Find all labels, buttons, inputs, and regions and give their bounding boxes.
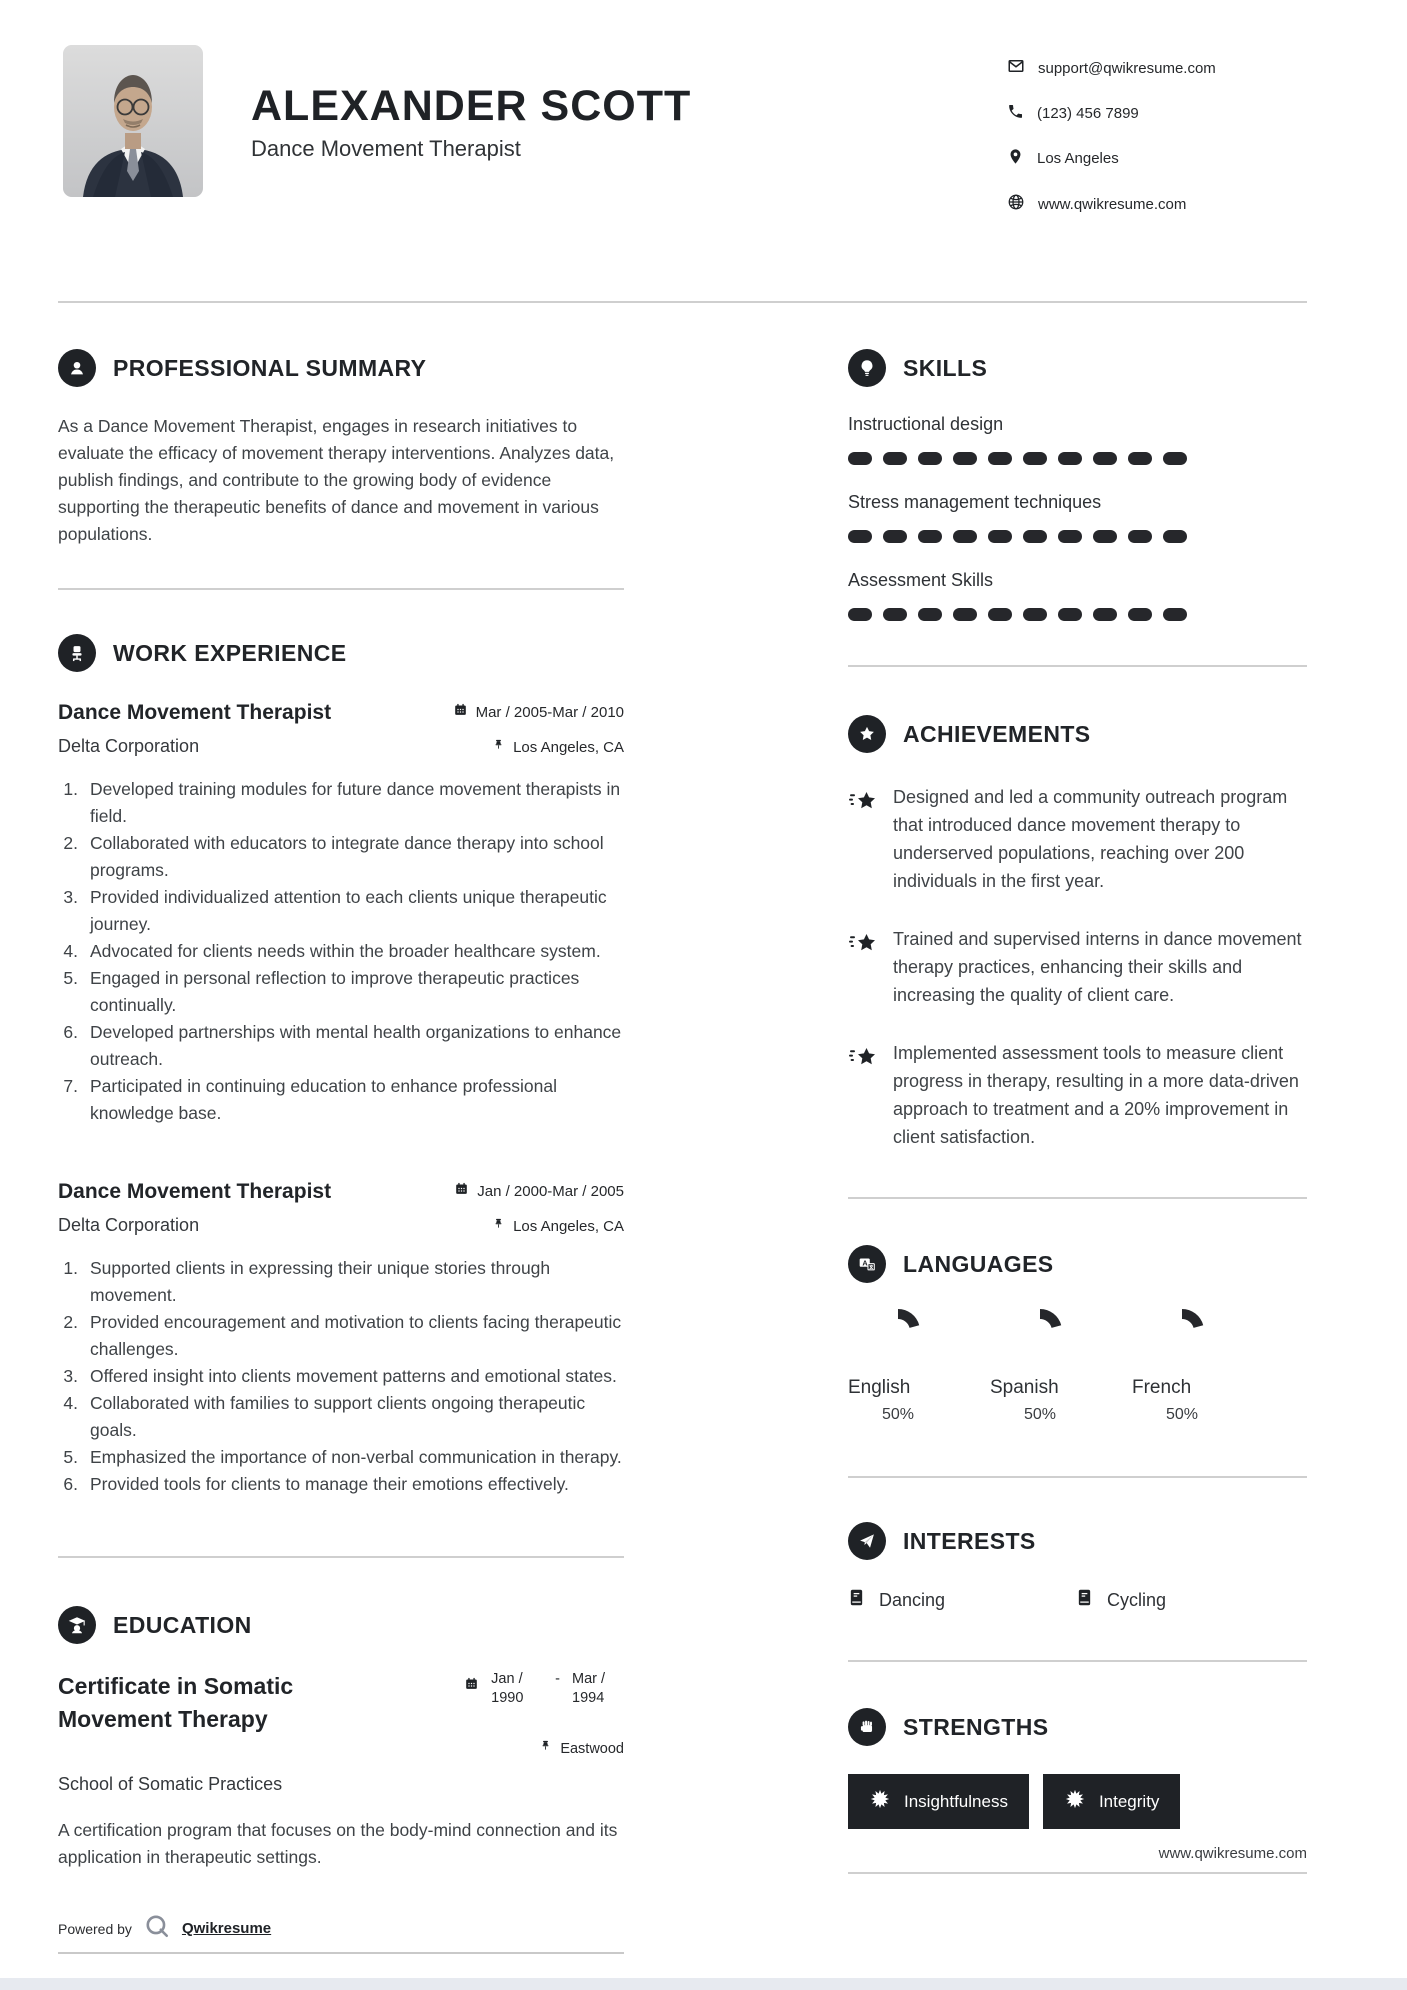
divider bbox=[58, 588, 624, 590]
achievements-list bbox=[848, 783, 1307, 1151]
strength-label: Integrity bbox=[1098, 1791, 1160, 1811]
contact-phone-text: (123) 456 7899 bbox=[1037, 105, 1139, 122]
calendar-icon bbox=[453, 698, 468, 728]
achievement-text: Trained and supervised interns in dance movement therapy practices, enhancing their skills and increasing the quality of client care. bbox=[893, 929, 1302, 1005]
profile-photo bbox=[63, 45, 203, 197]
pushpin-icon bbox=[492, 1215, 505, 1239]
job-dates-text: Jan / 2000-Mar / 2005 bbox=[477, 1183, 624, 1200]
pushpin-icon bbox=[492, 736, 505, 760]
skill-label: Assessment Skills bbox=[848, 570, 994, 590]
job-bullet: Emphasized the importance of non-verbal communication in therapy. bbox=[90, 1447, 622, 1467]
language-name: English bbox=[848, 1377, 911, 1398]
user-icon bbox=[58, 349, 96, 387]
qwikresume-logo-icon bbox=[144, 1913, 170, 1944]
email-icon bbox=[1007, 57, 1025, 79]
skill-item bbox=[848, 492, 1307, 543]
education-location-text: Eastwood bbox=[560, 1741, 624, 1757]
education-date-separator: - bbox=[555, 1671, 560, 1687]
burst-icon bbox=[869, 1788, 891, 1815]
contact-location bbox=[1007, 148, 1307, 169]
skill-item bbox=[848, 414, 1307, 465]
job-bullet: Supported clients in expressing their unique stories through movement. bbox=[90, 1258, 551, 1305]
job-title: Dance Movement Therapist bbox=[58, 1180, 332, 1203]
job-bullet: Collaborated with families to support clients ongoing therapeutic goals. bbox=[90, 1393, 586, 1440]
calendar-icon bbox=[454, 1177, 469, 1207]
skill-label: Stress management techniques bbox=[848, 492, 1102, 512]
header bbox=[0, 0, 1407, 215]
contact-website-text: www.qwikresume.com bbox=[1038, 195, 1187, 213]
job-location-text: Los Angeles, CA bbox=[513, 739, 624, 756]
job-location bbox=[454, 1215, 624, 1239]
skill-level-bar bbox=[848, 608, 1307, 621]
job-bullet: Collaborated with educators to integrate dance therapy into school programs. bbox=[90, 833, 604, 880]
divider bbox=[848, 1197, 1307, 1199]
job-bullet: Engaged in personal reflection to improve therapeutic practices continually. bbox=[90, 968, 580, 1015]
section-strengths bbox=[848, 1708, 1307, 1746]
svg-text:A: A bbox=[862, 1258, 868, 1268]
shooting-star-icon bbox=[848, 925, 878, 1009]
language-gauge-icon bbox=[990, 1307, 1090, 1351]
section-interests bbox=[848, 1522, 1307, 1560]
section-title: WORK EXPERIENCE bbox=[113, 639, 347, 666]
language-item bbox=[990, 1307, 1090, 1424]
strength-label: Insightfulness bbox=[904, 1791, 1008, 1811]
right-column bbox=[848, 303, 1307, 1954]
job-bullet: Developed training modules for future dance movement therapists in field. bbox=[90, 779, 621, 826]
globe-icon bbox=[1007, 193, 1025, 215]
shooting-star-icon bbox=[848, 783, 878, 895]
interest-label: Dancing bbox=[879, 1589, 946, 1610]
contact-phone bbox=[1007, 103, 1307, 124]
interest-item bbox=[848, 1588, 1076, 1612]
education-location bbox=[464, 1734, 624, 1764]
contact-email bbox=[1007, 57, 1307, 79]
job-bullet: Provided tools for clients to manage their emotions effectively. bbox=[90, 1474, 569, 1494]
section-education bbox=[58, 1606, 624, 1644]
skill-level-bar bbox=[848, 452, 1307, 465]
job-company: Delta Corporation bbox=[58, 736, 200, 756]
job-bullet: Developed partnerships with mental health organizations to enhance outreach. bbox=[90, 1022, 622, 1069]
section-professional-summary bbox=[58, 349, 624, 387]
job-title: Dance Movement Therapist bbox=[58, 701, 332, 724]
achievement-item bbox=[848, 925, 1307, 1009]
education-degree: Certificate in Somatic Movement Therapy bbox=[58, 1673, 294, 1732]
lightbulb-icon bbox=[848, 349, 886, 387]
fist-icon bbox=[848, 1708, 886, 1746]
job-bullet: Provided encouragement and motivation to clients facing therapeutic challenges. bbox=[90, 1312, 622, 1359]
language-gauge-icon bbox=[1132, 1307, 1232, 1351]
book-icon bbox=[848, 1588, 865, 1612]
job-entry-1 bbox=[58, 698, 624, 1127]
footer-website: www.qwikresume.com bbox=[1158, 1845, 1307, 1862]
section-title: EDUCATION bbox=[113, 1611, 252, 1638]
person-name: ALEXANDER SCOTT bbox=[251, 82, 692, 130]
book-icon bbox=[1076, 1588, 1093, 1612]
paper-plane-icon bbox=[848, 1522, 886, 1560]
contact-email-text: support@qwikresume.com bbox=[1038, 59, 1216, 77]
job-bullet-list bbox=[58, 776, 624, 1127]
language-level: 50% bbox=[881, 1406, 915, 1423]
achievement-item bbox=[848, 783, 1307, 895]
job-location-text: Los Angeles, CA bbox=[513, 1218, 624, 1235]
summary-text: As a Dance Movement Therapist, engages in research initiatives to evaluate the efficacy of movement therapy interventions. Analyzes data, publish findings, and contribute to the growing body of evidence supporting the therapeutic benefits of dance and movement in various populations. bbox=[58, 416, 615, 544]
job-bullet: Advocated for clients needs within the broader healthcare system. bbox=[90, 941, 601, 961]
page-bottom-strip bbox=[0, 1978, 1407, 1990]
qwikresume-link[interactable]: Qwikresume bbox=[181, 1920, 272, 1937]
section-work-experience bbox=[58, 634, 624, 672]
language-gauge-icon bbox=[848, 1307, 948, 1351]
footer-powered-by bbox=[58, 1913, 624, 1954]
interest-item bbox=[1076, 1588, 1304, 1612]
language-level: 50% bbox=[1023, 1406, 1057, 1423]
job-bullet: Provided individualized attention to each clients unique therapeutic journey. bbox=[90, 887, 607, 934]
office-chair-icon bbox=[58, 634, 96, 672]
section-title: LANGUAGES bbox=[903, 1250, 1054, 1277]
star-circle-icon bbox=[848, 715, 886, 753]
education-school: School of Somatic Practices bbox=[58, 1774, 283, 1794]
education-date-start: Jan / 1990 bbox=[491, 1671, 524, 1706]
education-description: A certification program that focuses on the body-mind connection and its application in therapeutic settings. bbox=[58, 1820, 618, 1867]
calendar-icon bbox=[464, 1670, 479, 1695]
job-bullet: Offered insight into clients movement patterns and emotional states. bbox=[90, 1366, 617, 1386]
job-dates bbox=[454, 1177, 624, 1207]
language-item bbox=[848, 1307, 948, 1424]
location-pin-icon bbox=[1007, 148, 1024, 169]
interest-label: Cycling bbox=[1107, 1589, 1167, 1610]
achievement-text: Designed and led a community outreach program that introduced dance movement therapy to underserved populations, reaching over 200 individuals in the first year. bbox=[893, 787, 1288, 891]
left-column bbox=[58, 303, 624, 1954]
education-dates bbox=[464, 1670, 624, 1708]
language-name: Spanish bbox=[990, 1377, 1059, 1398]
education-date-end: Mar / 1994 bbox=[572, 1671, 606, 1706]
job-entry-2 bbox=[58, 1177, 624, 1498]
contact-website bbox=[1007, 193, 1307, 215]
interests-list bbox=[848, 1588, 1307, 1612]
section-skills bbox=[848, 349, 1307, 387]
profile-photo-illustration bbox=[63, 45, 203, 197]
languages-list bbox=[848, 1307, 1307, 1424]
contact-location-text: Los Angeles bbox=[1037, 150, 1119, 167]
section-title: PROFESSIONAL SUMMARY bbox=[113, 354, 427, 381]
education-entry bbox=[58, 1670, 624, 1764]
shooting-star-icon bbox=[848, 1039, 878, 1151]
translate-icon bbox=[848, 1245, 886, 1283]
divider bbox=[848, 1476, 1307, 1478]
skill-item bbox=[848, 570, 1307, 621]
language-level: 50% bbox=[1165, 1406, 1199, 1423]
section-achievements bbox=[848, 715, 1307, 753]
section-title: ACHIEVEMENTS bbox=[903, 720, 1091, 747]
job-dates bbox=[453, 698, 624, 728]
achievement-item bbox=[848, 1039, 1307, 1151]
section-languages bbox=[848, 1245, 1307, 1283]
divider bbox=[58, 1556, 624, 1558]
section-title: SKILLS bbox=[903, 354, 988, 381]
section-title: STRENGTHS bbox=[903, 1713, 1049, 1740]
strengths-list bbox=[848, 1774, 1307, 1829]
achievement-text: Implemented assessment tools to measure client progress in therapy, resulting in a more data-driven approach to treatment and a 20% improvement in client satisfaction. bbox=[893, 1043, 1299, 1147]
graduation-cap-icon bbox=[58, 1606, 96, 1644]
skill-level-bar bbox=[848, 530, 1307, 543]
skills-list bbox=[848, 414, 1307, 621]
pushpin-icon bbox=[539, 1734, 552, 1764]
powered-by-label: Powered by bbox=[58, 1920, 132, 1937]
job-bullet-list bbox=[58, 1255, 624, 1498]
divider bbox=[848, 665, 1307, 667]
divider bbox=[848, 1872, 1307, 1874]
skill-label: Instructional design bbox=[848, 414, 1004, 434]
job-dates-text: Mar / 2005-Mar / 2010 bbox=[475, 704, 624, 721]
job-location bbox=[453, 736, 624, 760]
strength-chip bbox=[1043, 1774, 1180, 1829]
strength-chip bbox=[848, 1774, 1029, 1829]
identity-block bbox=[251, 45, 691, 162]
burst-icon bbox=[1064, 1788, 1086, 1815]
section-title: INTERESTS bbox=[903, 1527, 1036, 1554]
job-company: Delta Corporation bbox=[58, 1215, 200, 1235]
language-name: French bbox=[1132, 1377, 1192, 1398]
person-title: Dance Movement Therapist bbox=[251, 136, 521, 161]
divider bbox=[848, 1660, 1307, 1662]
phone-icon bbox=[1007, 103, 1024, 124]
job-bullet: Participated in continuing education to enhance professional knowledge base. bbox=[90, 1076, 557, 1123]
language-item bbox=[1132, 1307, 1232, 1424]
contact-block bbox=[1007, 45, 1307, 215]
